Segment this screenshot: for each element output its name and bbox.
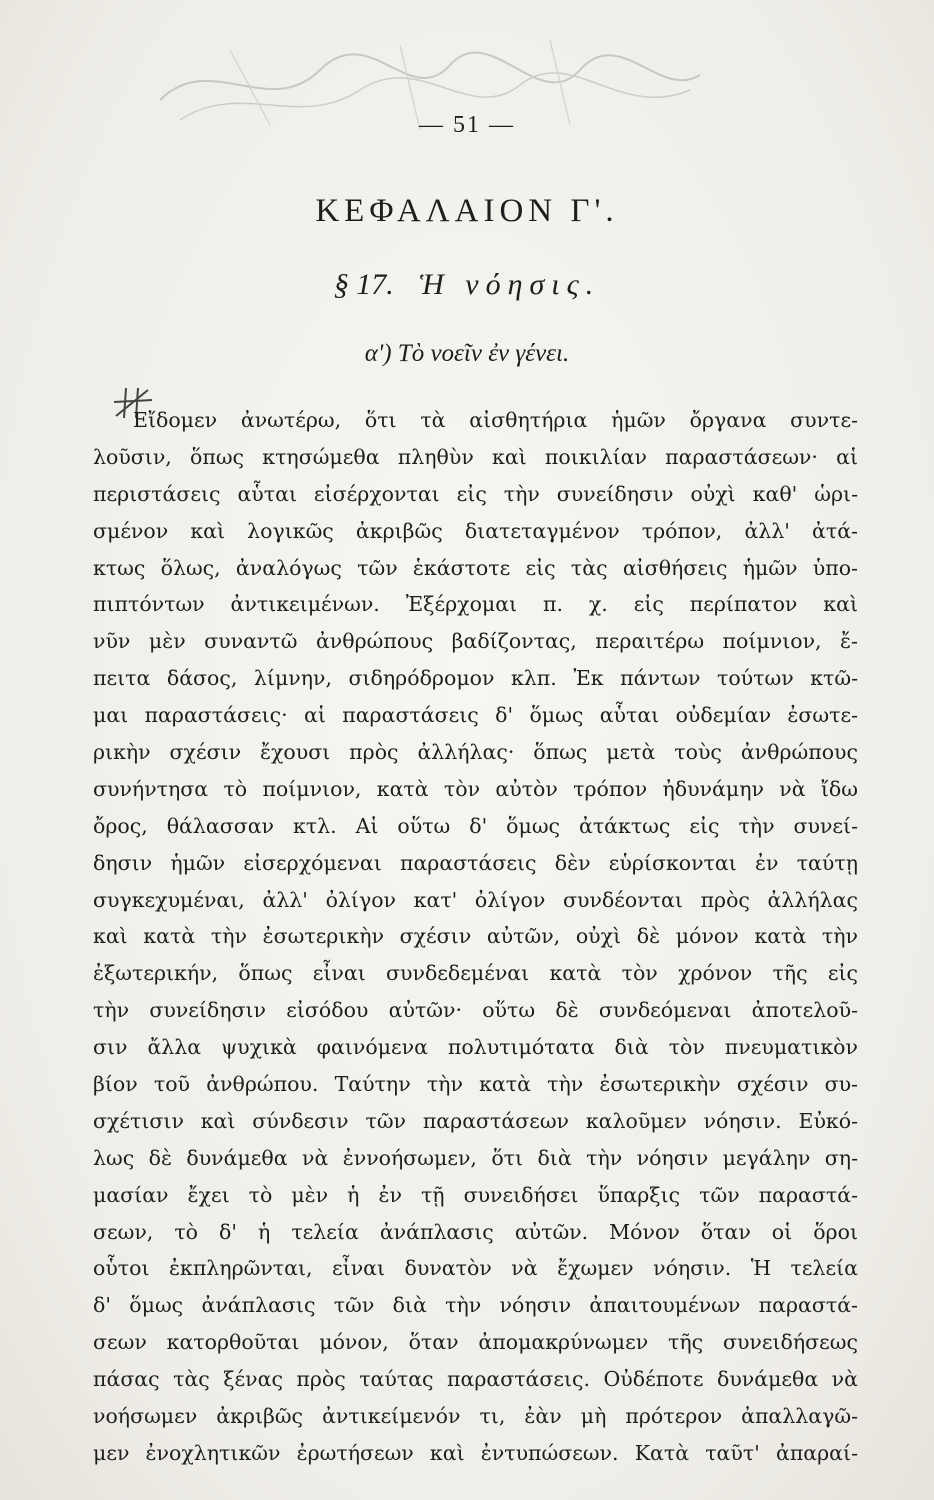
text-line: Εἴδομεν ἀνωτέρω, ὅτι τὰ αἰσθητήρια ἡμῶν ὄργανα συντε- — [133, 408, 858, 432]
subsection-heading: α') Τὸ νοεῖν ἐν γένει. — [364, 340, 570, 367]
text-line: σμένον καὶ λογικῶς ἀκριβῶς διατεταγμένον τρόπον, ἀλλ' ἀτά- — [93, 518, 858, 543]
section-title: Ἡ νόησις. — [419, 268, 601, 301]
text-line: μαι παραστάσεις· αἱ παραστάσεις δ' ὅμως αὗται οὐδεμίαν ἐσωτε- — [93, 703, 858, 728]
body-text — [93, 402, 858, 1472]
text-line: καὶ κατὰ τὴν ἐσωτερικὴν σχέσιν αὐτῶν, οὐχὶ δὲ μόνον κατὰ τὴν — [93, 924, 858, 949]
text-line: οὗτοι ἐκπληρῶνται, εἶναι δυνατὸν νὰ ἔχωμεν νόησιν. Ἡ τελεία — [93, 1256, 858, 1281]
text-line: δ' ὅμως ἀνάπλασις τῶν διὰ τὴν νόησιν ἀπαιτουμένων παραστά- — [93, 1293, 858, 1318]
text-line: κτως ὅλως, ἀναλόγως τῶν ἑκάστοτε εἰς τὰς αἰσθήσεις ἡμῶν ὑπο- — [93, 555, 858, 580]
section-heading — [0, 268, 934, 302]
text-line: βίον τοῦ ἀνθρώπου. Ταύτην τὴν κατὰ τὴν ἐσωτερικὴν σχέσιν συ- — [93, 1072, 858, 1097]
text-line: ἐξωτερικήν, ὅπως εἶναι συνδεδεμέναι κατὰ τὸν χρόνον τῆς εἰς — [93, 961, 858, 986]
text-line: λως δὲ δυνάμεθα νὰ ἐννοήσωμεν, ὅτι διὰ τὴν νόησιν μεγάλην ση- — [93, 1145, 858, 1170]
text-line: μασίαν ἔχει τὸ μὲν ἡ ἐν τῇ συνειδήσει ὕπαρξις τῶν παραστά- — [93, 1182, 858, 1207]
text-line: μεν ἐνοχλητικῶν ἐρωτήσεων καὶ ἐντυπώσεων. Κατὰ ταῦτ' ἀπαραί- — [93, 1440, 858, 1465]
chapter-title: ΚΕΦΑΛΑΙΟΝ Γ'. — [315, 193, 619, 229]
text-line: ρικὴν σχέσιν ἔχουσι πρὸς ἀλλήλας· ὅπως μετὰ τοὺς ἀνθρώπους — [93, 740, 858, 765]
text-line: περιστάσεις αὗται εἰσέρχονται εἰς τὴν συνείδησιν οὐχὶ καθ' ὡρι- — [93, 481, 858, 506]
text-line: τὴν συνείδησιν εἰσόδου αὐτῶν· οὕτω δὲ συνδεόμεναι ἀποτελοῦ- — [93, 998, 858, 1023]
text-line: σεων κατορθοῦται μόνον, ὅταν ἀπομακρύνωμεν τῆς συνειδήσεως — [93, 1330, 858, 1355]
text-line: πιπτόντων ἀντικειμένων. Ἐξέρχομαι π. χ. εἰς περίπατον καὶ — [93, 592, 858, 617]
text-line: λοῦσιν, ὅπως κτησώμεθα πληθὺν καὶ ποικιλίαν παραστάσεων· αἱ — [93, 444, 858, 469]
text-line: ὄρος, θάλασσαν κτλ. Αἱ οὕτω δ' ὅμως ἀτάκτως εἰς τὴν συνεί- — [93, 813, 858, 838]
text-line: πειτα δάσος, λίμνην, σιδηρόδρομον κλπ. Ἐκ πάντων τούτων κτῶ- — [93, 666, 858, 691]
text-line: σιν ἄλλα ψυχικὰ φαινόμενα πολυτιμότατα διὰ τὸν πνευματικὸν — [93, 1035, 858, 1060]
text-line: συνήντησα τὸ ποίμνιον, κατὰ τὸν αὐτὸν τρόπον ἠδυνάμην νὰ ἴδω — [93, 776, 858, 801]
text-line: δησιν ἡμῶν εἰσερχόμεναι παραστάσεις δὲν εὑρίσκονται ἐν ταύτῃ — [93, 850, 858, 875]
text-line: νῦν μὲν συναντῶ ἀνθρώπους βαδίζοντας, περαιτέρω ποίμνιον, ἔ- — [93, 629, 858, 654]
text-line: νοήσωμεν ἀκριβῶς ἀντικείμενόν τι, ἐὰν μὴ πρότερον ἀπαλλαγῶ- — [93, 1404, 858, 1429]
text-line: σχέτισιν καὶ σύνδεσιν τῶν παραστάσεων καλοῦμεν νόησιν. Εὐκό- — [93, 1108, 858, 1133]
text-line: σεων, τὸ δ' ἡ τελεία ἀνάπλασις αὐτῶν. Μόνον ὅταν οἱ ὅροι — [93, 1219, 858, 1244]
page-number: — 51 — — [419, 112, 515, 138]
section-number: § 17. — [333, 268, 394, 301]
text-line: συγκεχυμέναι, ἀλλ' ὀλίγον κατ' ὀλίγον συνδέονται πρὸς ἀλλήλας — [93, 887, 858, 912]
text-line: πάσας τὰς ξένας πρὸς ταύτας παραστάσεις. Οὐδέποτε δυνάμεθα νὰ — [93, 1367, 858, 1392]
